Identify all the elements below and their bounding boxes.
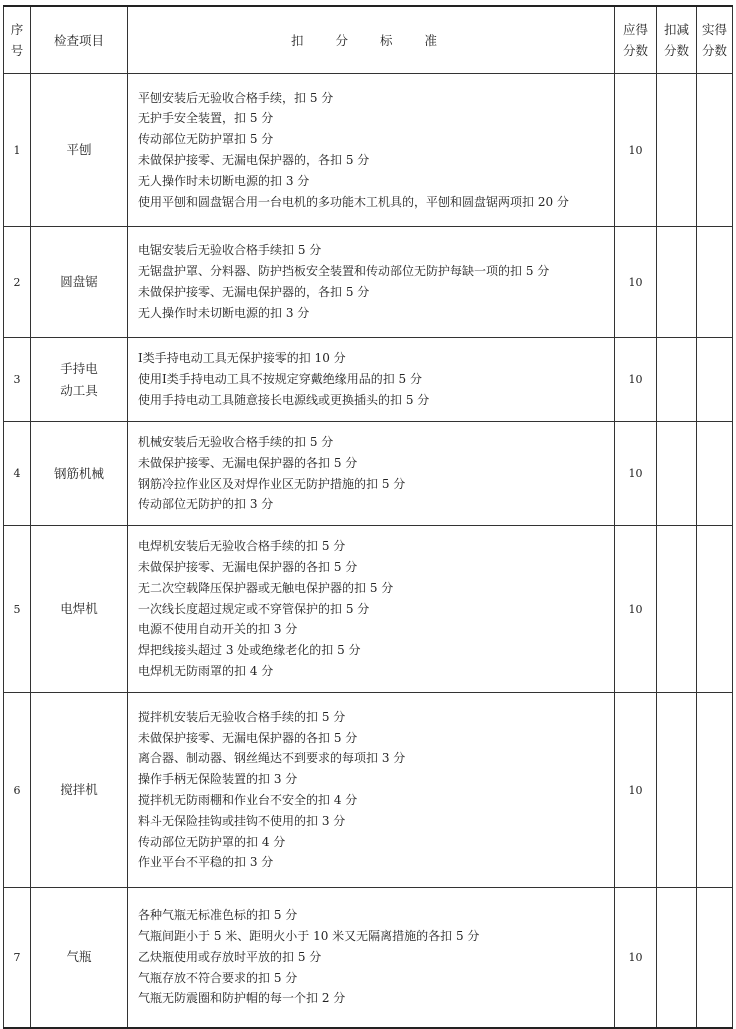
deduction-criteria: [128, 888, 615, 1028]
due-points: 10: [615, 227, 657, 338]
due-points: 10: [615, 693, 657, 888]
check-item: 钢筋机械: [31, 422, 128, 526]
criteria-line: 无二次空载降压保护器或无触电保护器的扣 5 分: [138, 580, 394, 595]
criteria-line: 气瓶存放不符合要求的扣 5 分: [138, 970, 298, 985]
due-points: 10: [615, 338, 657, 422]
criteria-line: 搅拌机安装后无验收合格手续的扣 5 分: [138, 709, 346, 724]
criteria-line: 料斗无保险挂钩或挂钩不使用的扣 3 分: [138, 813, 346, 828]
criteria-line: 焊把线接头超过 3 处或绝缘老化的扣 5 分: [138, 643, 361, 658]
criteria-line: Ⅰ类手持电动工具无保护接零的扣 10 分: [138, 351, 346, 366]
check-item: 电焊机: [31, 526, 128, 693]
actual-points-cell[interactable]: [697, 227, 733, 338]
deducted-points-cell[interactable]: [657, 888, 697, 1028]
header-deducted-points: 扣减 分数: [657, 6, 697, 74]
deducted-points-cell[interactable]: [657, 227, 697, 338]
criteria-line: 气瓶间距小于 5 米、距明火小于 10 米又无隔离措施的各扣 5 分: [138, 929, 480, 944]
table-row: [4, 74, 733, 227]
criteria-line: 传动部位无防护的扣 3 分: [138, 497, 274, 512]
criteria-line: 钢筋冷拉作业区及对焊作业区无防护措施的扣 5 分: [138, 476, 406, 491]
deduction-criteria: [128, 526, 615, 693]
check-item: 气瓶: [31, 888, 128, 1028]
actual-points-cell[interactable]: [697, 74, 733, 227]
criteria-line: 未做保护接零、无漏电保护器的各扣 5 分: [138, 455, 358, 470]
criteria-line: 机械安装后无验收合格手续的扣 5 分: [138, 434, 334, 449]
criteria-line: 未做保护接零、无漏电保护器的，各扣 5 分: [138, 153, 370, 167]
row-number: 7: [4, 888, 31, 1028]
deduction-criteria: [128, 74, 615, 227]
table-row: [4, 526, 733, 693]
header-item: 检查项目: [31, 6, 128, 74]
row-number: 3: [4, 338, 31, 422]
criteria-line: 电锯安装后无验收合格手续扣 5 分: [138, 243, 322, 258]
actual-points-cell[interactable]: [697, 338, 733, 422]
criteria-line: 无人操作时未切断电源的扣 3 分: [138, 305, 310, 320]
due-points: 10: [615, 526, 657, 693]
criteria-line: 一次线长度超过规定或不穿管保护的扣 5 分: [138, 601, 370, 616]
criteria-line: 搅拌机无防雨棚和作业台不安全的扣 4 分: [138, 793, 358, 807]
check-item: 平刨: [31, 74, 128, 227]
actual-points-cell[interactable]: [697, 888, 733, 1028]
check-item: 手持电 动工具: [31, 338, 128, 422]
deducted-points-cell[interactable]: [657, 693, 697, 888]
deduction-criteria: [128, 422, 615, 526]
row-number: 6: [4, 693, 31, 888]
criteria-line: 未做保护接零、无漏电保护器的各扣 5 分: [138, 560, 358, 574]
criteria-line: 电焊机安装后无验收合格手续的扣 5 分: [138, 539, 346, 554]
check-item: 圆盘锯: [31, 227, 128, 338]
criteria-line: 无锯盘护罩、分料器、防护挡板安全装置和传动部位无防护每缺一项的扣 5 分: [138, 264, 550, 279]
criteria-line: 无人操作时未切断电源的扣 3 分: [138, 173, 310, 188]
header-row: [4, 6, 733, 74]
criteria-line: 气瓶无防震圈和防护帽的每一个扣 2 分: [138, 991, 346, 1006]
due-points: 10: [615, 888, 657, 1028]
due-points: 10: [615, 74, 657, 227]
header-actual-points: 实得 分数: [697, 6, 733, 74]
deducted-points-cell[interactable]: [657, 338, 697, 422]
criteria-line: 各种气瓶无标准色标的扣 5 分: [138, 908, 298, 923]
criteria-line: 离合器、制动器、钢丝绳达不到要求的每项扣 3 分: [138, 751, 406, 766]
table-row: [4, 338, 733, 422]
inspection-table: [3, 5, 733, 1029]
table-row: [4, 422, 733, 526]
row-number: 2: [4, 227, 31, 338]
criteria-line: 未做保护接零、无漏电保护器的各扣 5 分: [138, 730, 358, 745]
criteria-line: 使用平刨和圆盘锯合用一台电机的多功能木工机具的，平刨和圆盘锯两项扣 20 分: [138, 194, 569, 209]
deduction-criteria: [128, 338, 615, 422]
actual-points-cell[interactable]: [697, 693, 733, 888]
table-row: [4, 888, 733, 1028]
criteria-line: 电焊机无防雨罩的扣 4 分: [138, 663, 274, 678]
deduction-criteria: [128, 693, 615, 888]
criteria-line: 无护手安全装置，扣 5 分: [138, 111, 274, 126]
criteria-line: 传动部位无防护罩的扣 4 分: [138, 834, 286, 849]
deducted-points-cell[interactable]: [657, 422, 697, 526]
criteria-line: 电源不使用自动开关的扣 3 分: [138, 622, 298, 637]
table-row: [4, 693, 733, 888]
table-row: [4, 227, 733, 338]
header-due-points: 应得 分数: [615, 6, 657, 74]
deducted-points-cell[interactable]: [657, 74, 697, 227]
header-seq: 序 号: [4, 6, 31, 74]
deduction-criteria: [128, 227, 615, 338]
actual-points-cell[interactable]: [697, 422, 733, 526]
row-number: 5: [4, 526, 31, 693]
criteria-line: 使用手持电动工具随意接长电源线或更换插头的扣 5 分: [138, 392, 430, 407]
due-points: 10: [615, 422, 657, 526]
criteria-line: 使用Ⅰ类手持电动工具不按规定穿戴绝缘用品的扣 5 分: [138, 372, 423, 387]
criteria-line: 操作手柄无保险装置的扣 3 分: [138, 772, 298, 787]
header-criteria: 扣 分 标 准: [128, 6, 615, 74]
criteria-line: 传动部位无防护罩扣 5 分: [138, 132, 274, 147]
criteria-line: 未做保护接零、无漏电保护器的，各扣 5 分: [138, 285, 370, 299]
actual-points-cell[interactable]: [697, 526, 733, 693]
criteria-line: 作业平台不平稳的扣 3 分: [138, 855, 274, 870]
criteria-line: 平刨安装后无验收合格手续，扣 5 分: [138, 90, 334, 105]
row-number: 1: [4, 74, 31, 227]
deducted-points-cell[interactable]: [657, 526, 697, 693]
check-item: 搅拌机: [31, 693, 128, 888]
criteria-line: 乙炔瓶使用或存放时平放的扣 5 分: [138, 949, 322, 964]
row-number: 4: [4, 422, 31, 526]
